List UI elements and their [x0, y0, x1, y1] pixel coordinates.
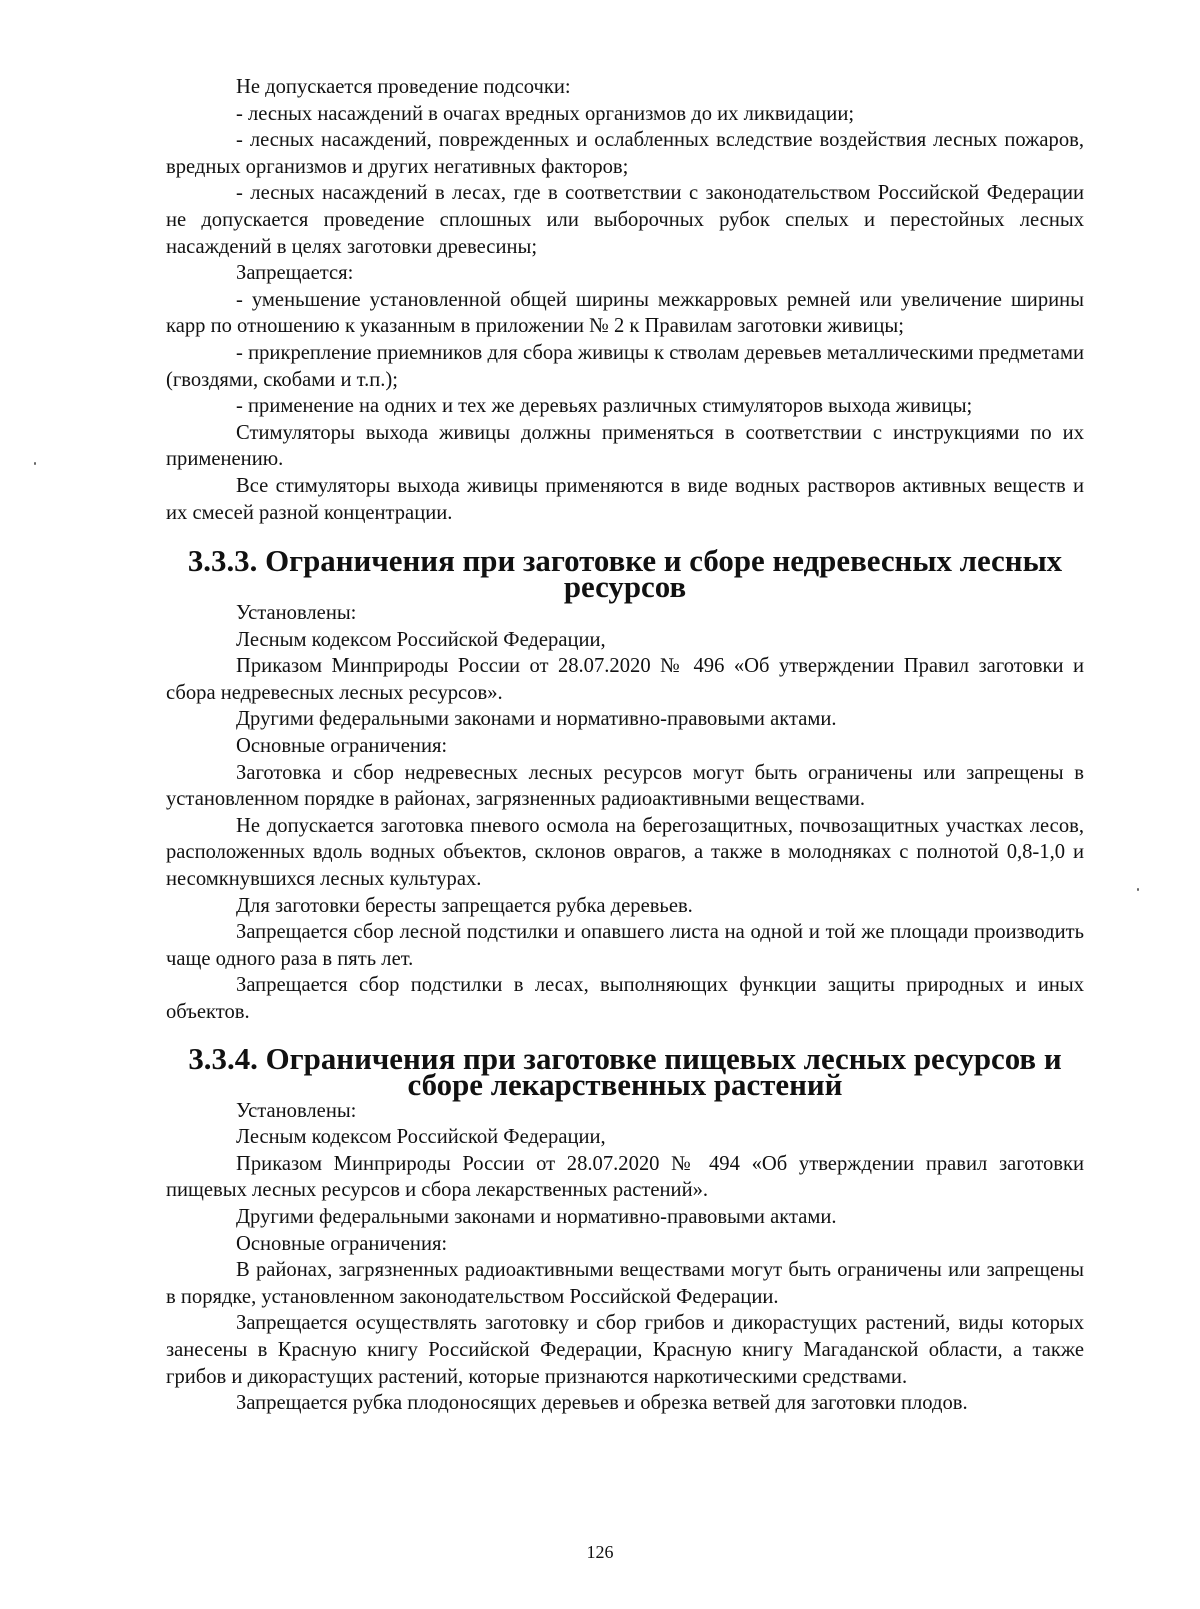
paragraph: Не допускается заготовка пневого осмола на берегозащитных, почвозащитных участках лесов, расположенных вдоль водных объектов, склонов оврагов, а также в молодняках с полнотой 0,8-1,0 и несомкнувшихся лесных культурах. [166, 814, 1084, 891]
paragraph: Запрещается рубка плодоносящих деревьев и обрезка ветвей для заготовки плодов. [236, 1392, 968, 1415]
paragraph: - уменьшение установленной общей ширины межкарровых ремней или увеличение ширины карр по отношению к указанным в приложении № 2 к Правилам заготовки живицы; [166, 288, 1084, 338]
scan-speck [1137, 888, 1139, 891]
paragraph: - прикрепление приемников для сбора живицы к стволам деревьев металлическими предметами (гвоздями, скобами и т.п.); [166, 341, 1084, 391]
paragraph: - лесных насаждений, поврежденных и ослабленных вследствие воздействия лесных пожаров, вредных организмов и других негативных факторов; [166, 129, 1084, 178]
paragraph: - лесных насаждений в лесах, где в соответствии с законодательством Российской Федерации не допускается проведение сплошных или выборочных рубок спелых и перестойных лесных насаждений в целях заготовки древесины; [166, 182, 1084, 258]
section-heading: 3.3.3. Ограничения при заготовке и сборе недревесных лесных ресурсов [187, 543, 1063, 605]
paragraph: Запрещается: [236, 262, 354, 285]
intro-block [166, 74, 1084, 526]
paragraph: Заготовка и сбор недревесных лесных ресурсов могут быть ограничены или запрещены в установленном порядке в районах, загрязненных радиоактивными веществами. [166, 761, 1084, 811]
document-page [166, 74, 1084, 1417]
scan-speck [34, 462, 36, 465]
paragraph: Установлены: [236, 602, 357, 625]
section-heading: 3.3.4. Ограничения при заготовке пищевых лесных ресурсов и сборе лекарственных растений [188, 1040, 1062, 1102]
paragraph: Запрещается сбор подстилки в лесах, выполняющих функции защиты природных и иных объектов. [166, 974, 1084, 1023]
paragraph: Основные ограничения: [236, 1232, 448, 1255]
paragraph: Стимуляторы выхода живицы должны применяться в соответствии с инструкциями по их применению. [166, 421, 1084, 471]
paragraph: Лесным кодексом Российской Федерации, [236, 1126, 606, 1149]
paragraph: Приказом Минприроды России от 28.07.2020 № 496 «Об утверждении Правил заготовки и сбора недревесных лесных ресурсов». [166, 655, 1084, 704]
paragraph: - лесных насаждений в очагах вредных организмов до их ликвидации; [236, 102, 855, 125]
paragraph: В районах, загрязненных радиоактивными веществами могут быть ограничены или запрещены в порядке, установленном законодательством Российской Федерации. [166, 1259, 1084, 1308]
paragraph: Другими федеральными законами и нормативно-правовыми актами. [236, 708, 837, 731]
page-number: 126 [586, 1542, 614, 1562]
paragraph: Запрещается осуществлять заготовку и сбор грибов и дикорастущих растений, виды которых занесены в Красную книгу Российской Федерации, Красную книгу Магаданской области, а также грибов и дикорастущих растений, которые признаются наркотическими средствами. [166, 1312, 1084, 1388]
paragraph: Основные ограничения: [236, 735, 448, 758]
section-3-3-4 [166, 1040, 1084, 1417]
paragraph: Лесным кодексом Российской Федерации, [236, 628, 606, 651]
paragraph: Приказом Минприроды России от 28.07.2020 № 494 «Об утверждении правил заготовки пищевых лесных ресурсов и сбора лекарственных растений». [166, 1152, 1084, 1202]
paragraph: Не допускается проведение подсочки: [236, 76, 571, 98]
paragraph: Для заготовки бересты запрещается рубка деревьев. [236, 894, 693, 917]
paragraph: Другими федеральными законами и нормативно-правовыми актами. [236, 1205, 837, 1228]
paragraph: Запрещается сбор лесной подстилки и опавшего листа на одной и той же площади производить чаще одного раза в пять лет. [166, 921, 1084, 970]
paragraph: - применение на одних и тех же деревьях различных стимуляторов выхода живицы; [236, 395, 973, 418]
section-3-3-3 [166, 543, 1084, 1026]
paragraph: Установлены: [236, 1099, 357, 1122]
paragraph: Все стимуляторы выхода живицы применяются в виде водных растворов активных веществ и их смесей разной концентрации. [166, 474, 1084, 524]
